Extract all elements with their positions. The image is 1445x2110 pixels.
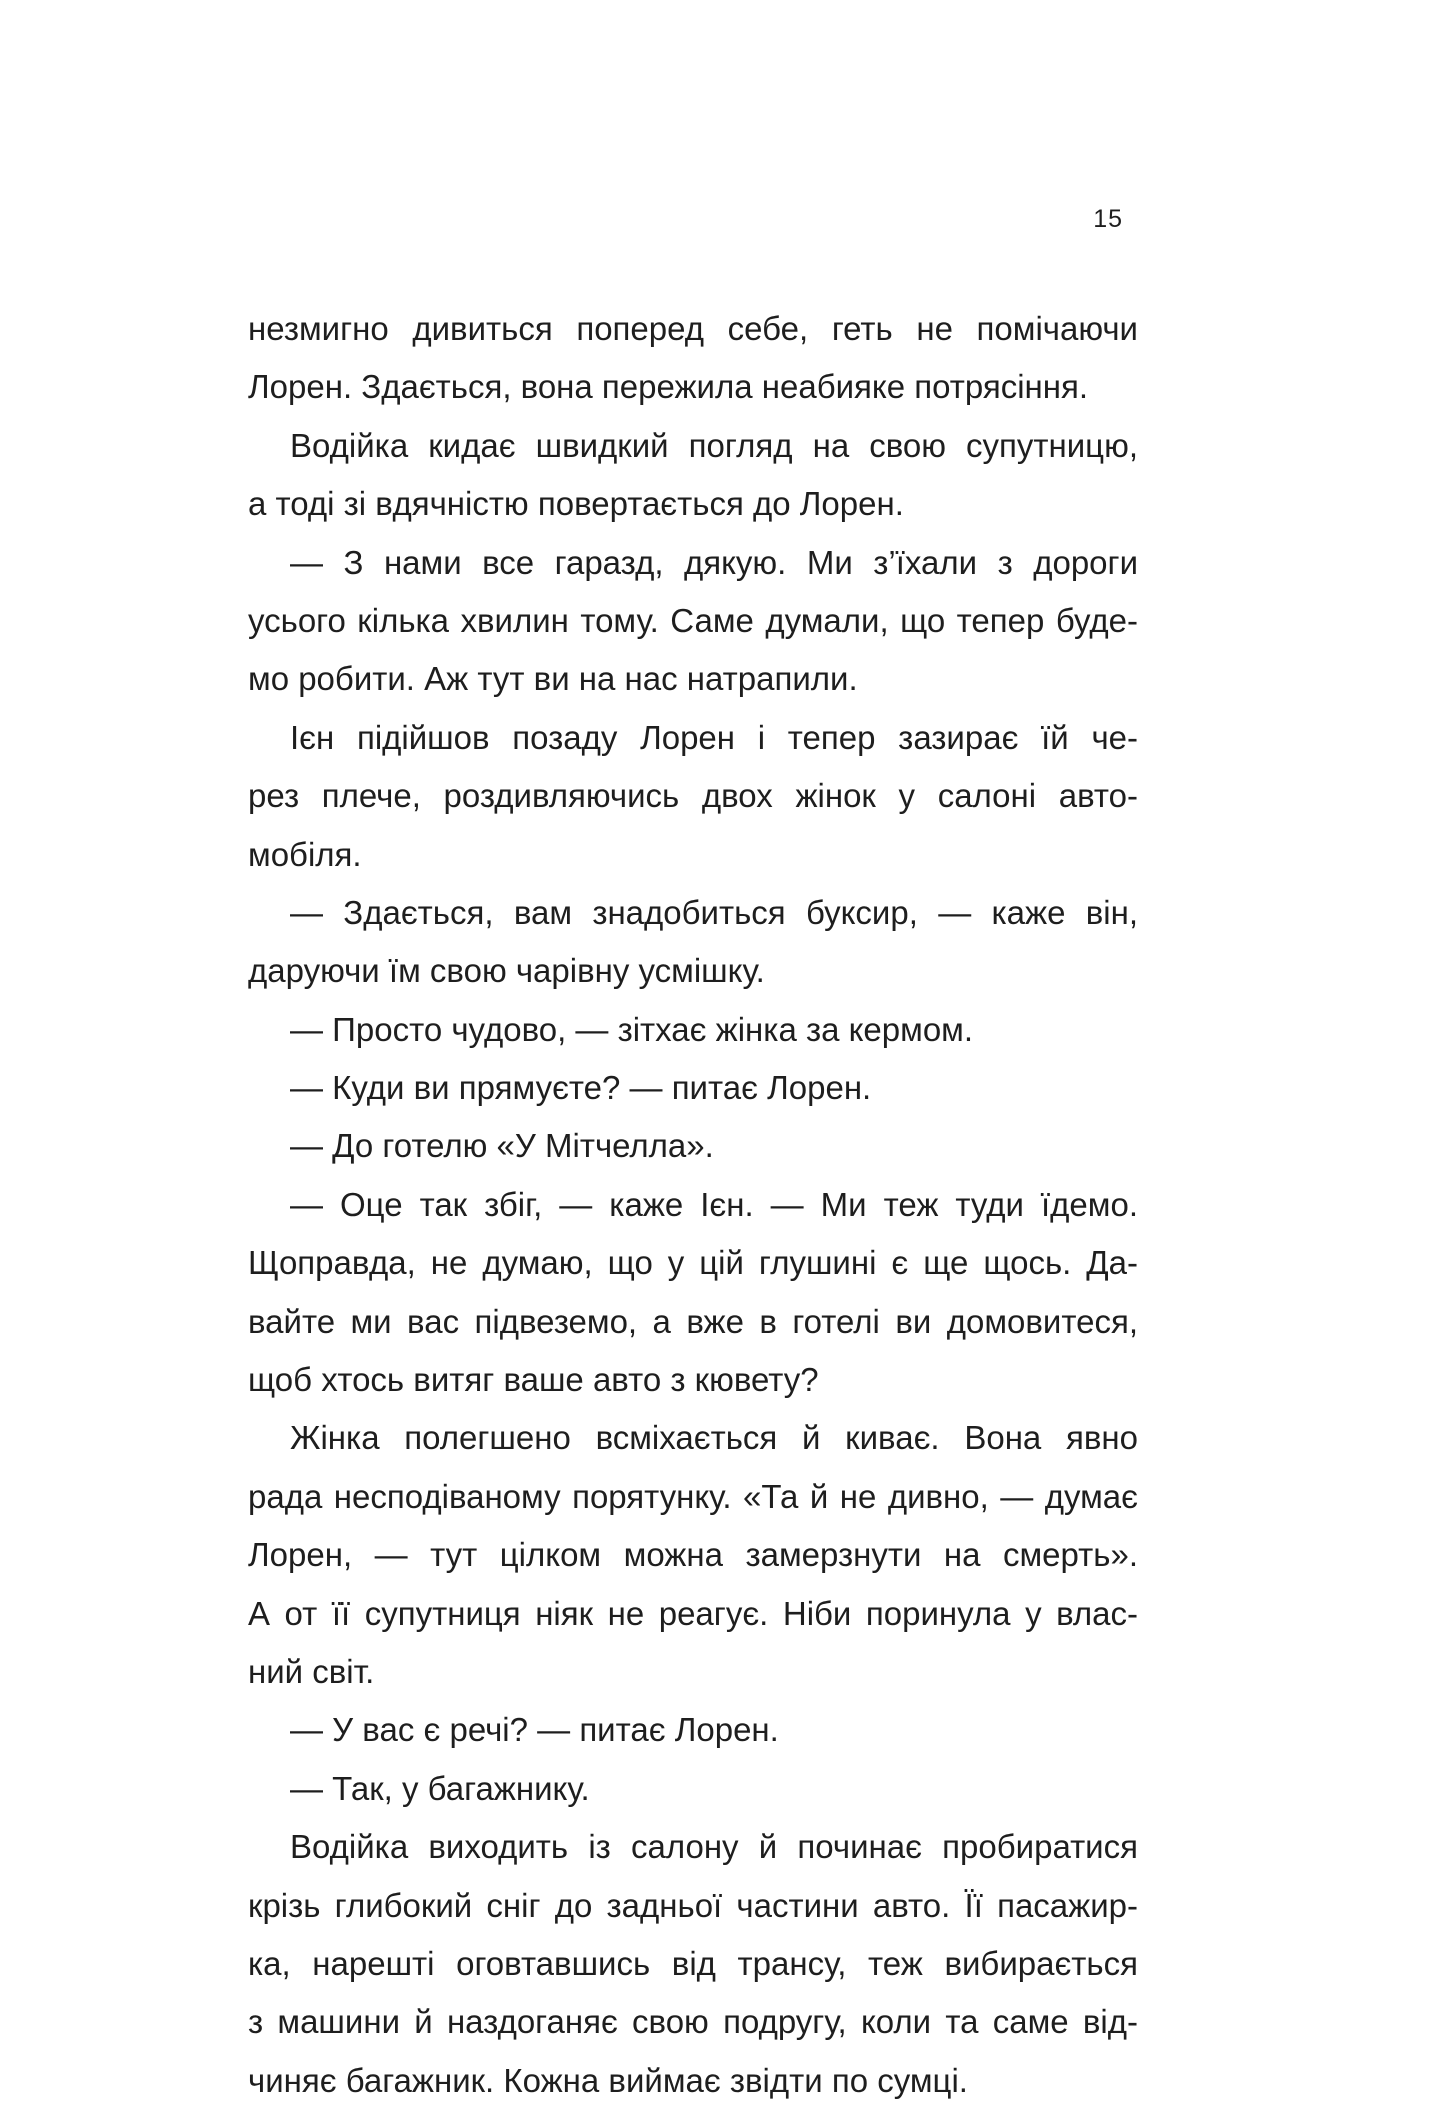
text-line: даруючи їм свою чарівну усмішку. <box>248 952 765 990</box>
body-text <box>248 300 1138 2110</box>
text-line: Водійка виходить із салону й починає пробиратися <box>290 1828 1138 1866</box>
text-line: — Оце так збіг, — каже Ієн. — Ми теж туди їдемо. <box>290 1185 1138 1223</box>
text-line: мо робити. Аж тут ви на нас натрапили. <box>248 660 858 698</box>
page-number: 15 <box>1093 205 1123 233</box>
text-line: вайте ми вас підвеземо, а вже в готелі ви домовитеся, <box>248 1302 1138 1340</box>
text-line: Лорен, — тут цілком можна замерзнути на смерть». <box>248 1536 1138 1574</box>
text-line: чиняє багажник. Кожна виймає звідти по сумці. <box>248 2061 968 2099</box>
text-line: щоб хтось витяг ваше авто з кювету? <box>248 1361 819 1399</box>
text-line: — Здається, вам знадобиться буксир, — каже він, <box>290 893 1138 931</box>
text-line: — Куди ви прямуєте? — питає Лорен. <box>290 1069 872 1107</box>
text-line: — До готелю «У Мітчелла». <box>290 1127 714 1165</box>
text-line: рез плече, роздивляючись двох жінок у салоні авто- <box>248 777 1138 815</box>
text-line: усього кілька хвилин тому. Саме думали, що тепер буде- <box>248 601 1138 639</box>
text-line: А от її супутниця ніяк не реагує. Ніби поринула у влас- <box>248 1594 1138 1632</box>
text-line: — Так, у багажнику. <box>290 1769 590 1807</box>
text-line: мобіля. <box>248 835 362 873</box>
text-line: Ієн підійшов позаду Лорен і тепер зазирає їй че- <box>290 718 1138 756</box>
text-line: а тоді зі вдячністю повертається до Лорен. <box>248 485 904 523</box>
text-line: — Просто чудово, — зітхає жінка за кермом. <box>290 1010 974 1048</box>
text-line: Лорен. Здається, вона пережила неабияке потрясіння. <box>248 368 1089 406</box>
text-line: Жінка полегшено всміхається й киває. Вона явно <box>290 1419 1138 1457</box>
text-line: Щоправда, не думаю, що у цій глушині є ще щось. Да- <box>248 1244 1138 1282</box>
text-line: — З нами все гаразд, дякую. Ми з’їхали з дороги <box>290 543 1138 581</box>
text-line: з машини й наздоганяє свою подругу, коли та саме від- <box>248 2003 1138 2041</box>
text-line: незмигно дивиться поперед себе, геть не помічаючи <box>248 310 1138 347</box>
text-line: Водійка кидає швидкий погляд на свою супутницю, <box>290 426 1138 464</box>
text-line: ний світ. <box>248 1652 375 1690</box>
text-line: крізь глибокий сніг до задньої частини авто. Її пасажир- <box>248 1886 1138 1924</box>
text-line: ка, нарешті оговтавшись від трансу, теж вибирається <box>248 1944 1138 1982</box>
text-line: рада несподіваному порятунку. «Та й не дивно, — думає <box>248 1477 1138 1515</box>
text-line: — У вас є речі? — питає Лорен. <box>290 1711 779 1749</box>
